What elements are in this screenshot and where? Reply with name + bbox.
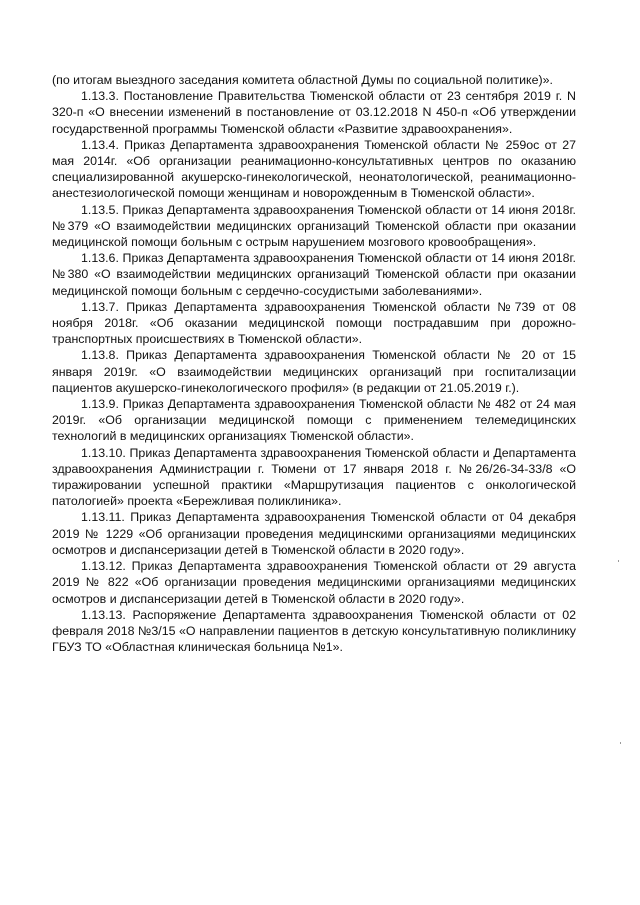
paragraph-1-13-6: 1.13.6. Приказ Департамента здравоохранения Тюменской области от 14 июня 2018г. №380 «О взаимодействии медицинских организаций Тюменской области при оказании медицинской помощи больным с сердечно-сосудистыми заболеваниями». [52, 251, 576, 298]
paragraph-1-13-7: 1.13.7. Приказ Департамента здравоохранения Тюменской области №739 от 08 ноября 2018г. «Об оказании медицинской помощи пострадавшим при дорожно-транспортных происшествиях в Тюменской области». [52, 299, 576, 347]
paragraph-continuation: (по итогам выездного заседания комитета областной Думы по социальной политике)». [52, 73, 553, 87]
paragraph-1-13-10: 1.13.10. Приказ Департамента здравоохранения Тюменской области и Департамента здравоохранения Администрации г. Тюмени от 17 января 2018 г. №26/26-34-33/8 «О тиражировании успешной практики «Маршрутизация пациентов с онкологической патологией» проекта «Бережливая поликлиника». [52, 445, 576, 509]
paragraph-1-13-4: 1.13.4. Приказ Департамента здравоохранения Тюменской области № 259ос от 27 мая 2014г. «Об организации реанимационно-консультативных центров по оказанию специализированной акушерско-гинекологической, неонатологической, реанимационно-анестезиологической помощи женщинам и новорожденным в Тюменской области». [52, 137, 576, 201]
paragraph-1-13-5: 1.13.5. Приказ Департамента здравоохранения Тюменской области от 14 июня 2018г. №379 «О взаимодействии медицинских организаций Тюменской области при оказании медицинской помощи больным с острым нарушением мозгового кровообращения». [52, 202, 576, 250]
document-body [52, 72, 576, 655]
paragraph-1-13-3: 1.13.3. Постановление Правительства Тюменской области от 23 сентября 2019 г. N 320-п «О внесении изменений в постановление от 03.12.2018 N 450-п «Об утверждении государственной программы Тюменской области «Развитие здравоохранения». [52, 89, 576, 136]
scan-speck [620, 742, 621, 744]
paragraph-1-13-8: 1.13.8. Приказ Департамента здравоохранения Тюменской области № 20 от 15 января 2019г. «О взаимодействии медицинских организаций при госпитализации пациентов акушерско-гинекологического профиля» (в редакции от 21.05.2019 г.). [52, 348, 576, 395]
paragraph-1-13-12: 1.13.12. Приказ Департамента здравоохранения Тюменской области от 29 августа 2019 № 822 «Об организации проведения медицинскими организациями медицинских осмотров и диспансеризации детей в Тюменской области в 2020 году». [52, 559, 576, 606]
paragraph-1-13-11: 1.13.11. Приказ Департамента здравоохранения Тюменской области от 04 декабря 2019 № 1229 «Об организации проведения медицинскими организациями медицинских осмотров и диспансеризации детей в Тюменской области в 2020 году». [52, 510, 576, 557]
paragraph-1-13-9: 1.13.9. Приказ Департамента здравоохранения Тюменской области № 482 от 24 мая 2019г. «Об организации медицинской помощи с применением телемедицинских технологий в медицинских организациях Тюменской области». [52, 397, 576, 444]
paragraph-1-13-13: 1.13.13. Распоряжение Департамента здравоохранения Тюменской области от 02 февраля 2018 №3/15 «О направлении пациентов в детскую консультативную поликлинику ГБУЗ ТО «Областная клиническая больница №1». [52, 607, 576, 655]
scan-speck [618, 560, 619, 562]
